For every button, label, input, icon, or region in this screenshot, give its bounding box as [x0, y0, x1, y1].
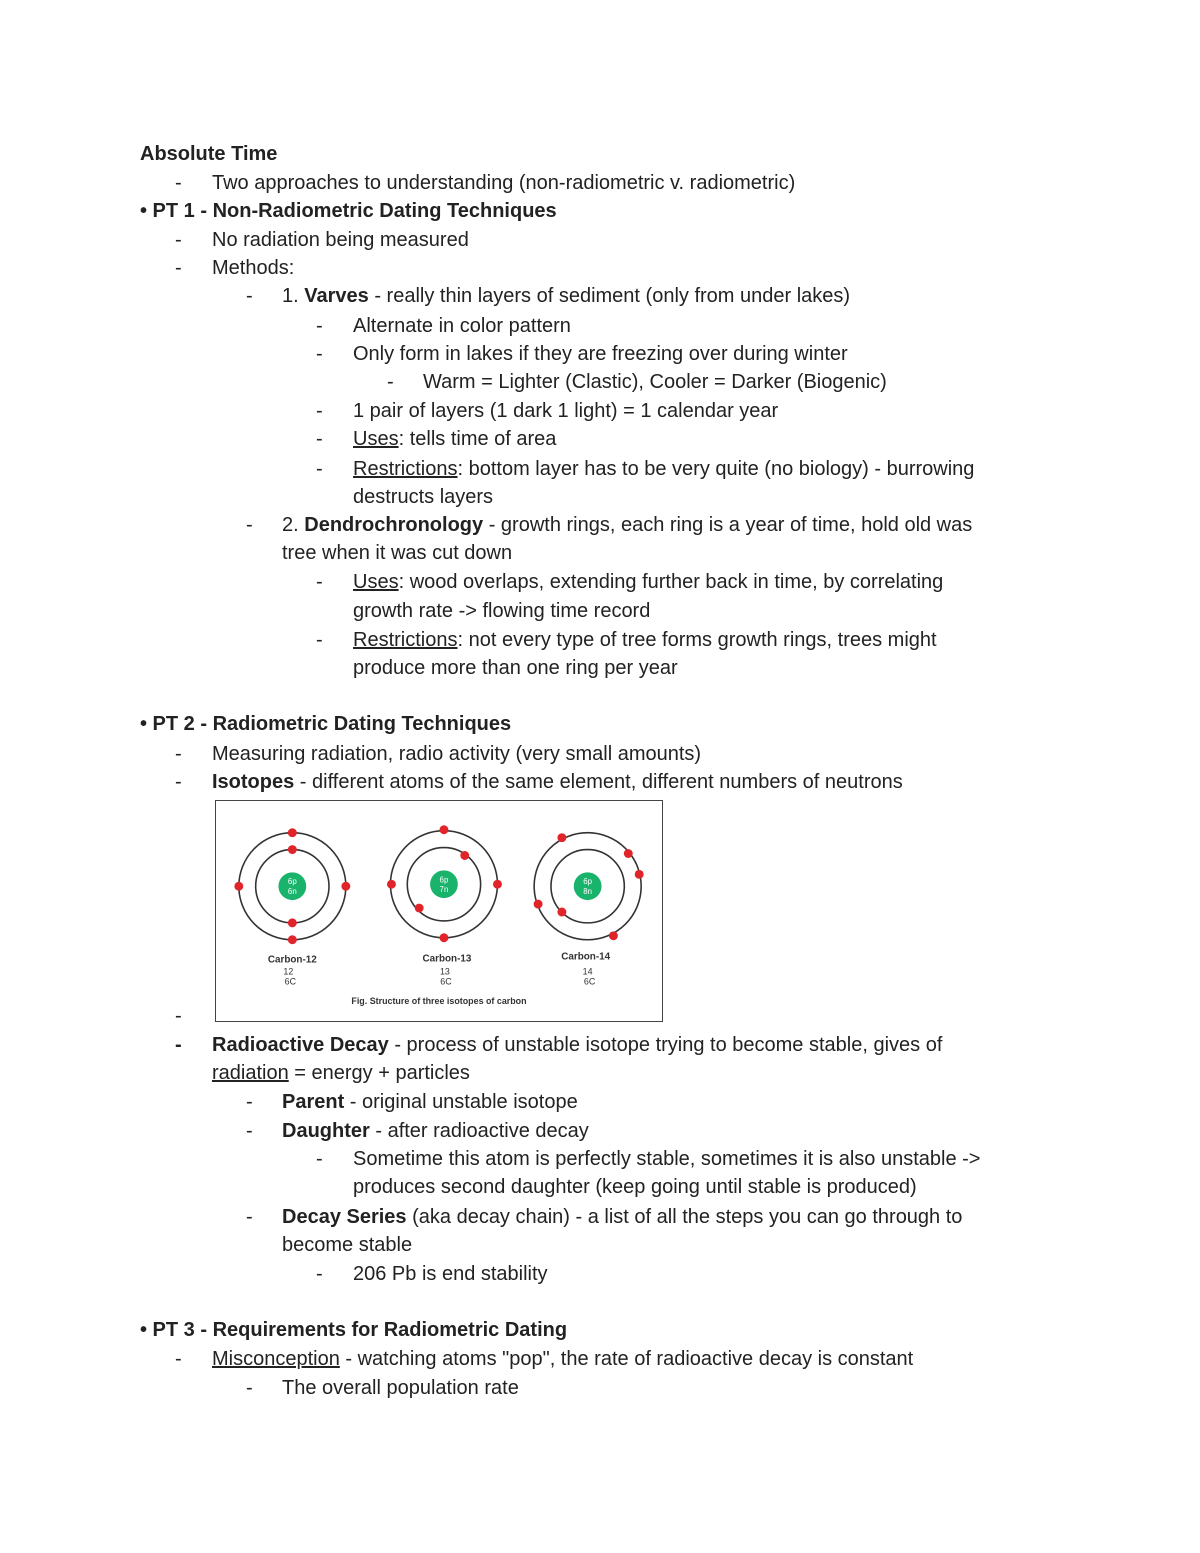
atom-label: Carbon-14 — [561, 951, 611, 963]
list-item-continued: growth rate -> flowing time record — [353, 600, 651, 622]
parent-desc: - original unstable isotope — [344, 1091, 578, 1113]
dendro-uses — [353, 568, 943, 597]
series-term: Decay Series — [282, 1206, 407, 1228]
bullet-dash: - — [316, 343, 323, 365]
section-heading-pt2: • PT 2 - Radiometric Dating Techniques — [140, 713, 512, 735]
parent-item — [282, 1088, 578, 1117]
radiation-term: radiation — [212, 1062, 289, 1084]
figure-caption: Fig. Structure of three isotopes of carbon — [351, 996, 527, 1007]
element-symbol: 6C — [583, 976, 596, 987]
daughter-term: Daughter — [282, 1120, 370, 1142]
electron — [460, 851, 469, 860]
bullet-dash: - — [316, 315, 323, 337]
series-desc: (aka decay chain) - a list of all the steps you can go through to — [406, 1206, 963, 1228]
method-varves — [282, 282, 850, 311]
intro-text: Two approaches to understanding (non-radiometric v. radiometric) — [212, 172, 796, 194]
nucleus-neutrons: 8n — [583, 887, 593, 897]
decay-desc: - process of unstable isotope trying to become stable, gives of — [388, 1034, 943, 1056]
bullet-dash: - — [175, 229, 182, 251]
element-symbol: 6C — [440, 976, 452, 987]
nucleus-protons: 6p — [439, 875, 449, 885]
bullet-dash: - — [316, 400, 323, 422]
bullet-dash: - — [316, 1263, 323, 1285]
electron — [635, 870, 644, 879]
isotopes-desc: - different atoms of the same element, different numbers of neutrons — [294, 771, 903, 793]
isotopes-term: Isotopes — [212, 771, 295, 793]
isotopes-item — [212, 768, 903, 797]
bullet-dash: - — [175, 257, 182, 279]
uses-label: Uses — [353, 428, 399, 450]
list-item: 1 pair of layers (1 dark 1 light) = 1 calendar year — [353, 400, 779, 422]
nucleus-neutrons: 6n — [287, 887, 297, 897]
list-item: Methods: — [212, 257, 295, 279]
restrictions-label: Restrictions — [353, 458, 458, 480]
method-desc: - really thin layers of sediment (only from under lakes) — [368, 285, 851, 307]
bullet-dash: - — [175, 1348, 182, 1370]
bullet-dash: - — [316, 629, 323, 651]
section-heading-pt1: • PT 1 - Non-Radiometric Dating Techniques — [140, 200, 557, 222]
method-dendrochronology — [282, 511, 972, 540]
list-item: Alternate in color pattern — [353, 315, 571, 337]
list-item: No radiation being measured — [212, 229, 469, 251]
electron — [624, 849, 633, 858]
page-title: Absolute Time — [140, 143, 278, 165]
electron — [557, 833, 566, 842]
varves-restrictions — [353, 455, 974, 484]
atom-carbon-13 — [387, 825, 502, 986]
electron — [439, 933, 448, 942]
misconception-text: - watching atoms "pop", the rate of radioactive decay is constant — [339, 1348, 914, 1370]
method-desc: - growth rings, each ring is a year of time, hold old was — [483, 514, 973, 536]
list-item: Sometime this atom is perfectly stable, sometimes it is also unstable -> — [353, 1148, 981, 1170]
bullet-dash: - — [175, 172, 182, 194]
electron — [415, 904, 424, 913]
daughter-desc: - after radioactive decay — [369, 1120, 589, 1142]
bullet-dash: - — [175, 743, 182, 765]
electron — [341, 882, 350, 891]
electron — [534, 900, 543, 909]
bullet-dash: - — [246, 1120, 253, 1142]
list-item: The overall population rate — [282, 1377, 519, 1399]
method-term: Dendrochronology — [304, 514, 484, 536]
method-number: 1. — [282, 285, 305, 307]
nucleus-neutrons: 7n — [439, 885, 449, 895]
list-item: Only form in lakes if they are freezing over during winter — [353, 343, 848, 365]
section-heading-pt3: • PT 3 - Requirements for Radiometric Dating — [140, 1319, 568, 1341]
daughter-item — [282, 1117, 589, 1146]
method-number: 2. — [282, 514, 305, 536]
atom-label: Carbon-13 — [422, 953, 472, 965]
electron — [234, 882, 243, 891]
isotopes-figure — [215, 800, 663, 1022]
uses-text: : wood overlaps, extending further back in time, by correlating — [398, 571, 944, 593]
bullet-dash: - — [246, 1377, 253, 1399]
uses-text: : tells time of area — [398, 428, 557, 450]
electron — [609, 931, 618, 940]
electron — [557, 908, 566, 917]
isotopes-diagram — [216, 801, 662, 1021]
element-symbol: 6C — [284, 976, 297, 987]
bullet-dash: - — [246, 514, 253, 536]
bullet-dash: - — [316, 1148, 323, 1170]
decay-series-item — [282, 1203, 962, 1232]
list-item-continued: destructs layers — [353, 486, 494, 508]
list-item-continued: tree when it was cut down — [282, 542, 513, 564]
restrictions-text: : not every type of tree forms growth rings, trees might — [457, 629, 937, 651]
atom-carbon-14 — [534, 833, 644, 987]
electron — [288, 935, 297, 944]
atom-carbon-12 — [234, 828, 350, 986]
bullet-dash: - — [387, 371, 394, 393]
decay-term: Radioactive Decay — [212, 1034, 389, 1056]
bullet-dash: - — [246, 1206, 253, 1228]
electron — [387, 880, 396, 889]
restrictions-text: : bottom layer has to be very quite (no biology) - burrowing — [457, 458, 975, 480]
electron — [288, 918, 297, 927]
bullet-dash: - — [316, 428, 323, 450]
bullet-dash: - — [175, 771, 182, 793]
mass-number: 14 — [582, 966, 593, 977]
nucleus-protons: 6p — [583, 877, 593, 887]
atom-label: Carbon-12 — [267, 954, 317, 966]
bullet-dash: - — [175, 1034, 182, 1056]
method-term: Varves — [304, 285, 369, 307]
mass-number: 12 — [283, 966, 294, 977]
list-item-continued: produces second daughter (keep going until stable is produced) — [353, 1176, 917, 1198]
radioactive-decay-item — [212, 1031, 942, 1060]
electron — [288, 828, 297, 837]
list-item: Measuring radiation, radio activity (very small amounts) — [212, 743, 702, 765]
misconception-label: Misconception — [212, 1348, 340, 1370]
restrictions-label: Restrictions — [353, 629, 458, 651]
electron — [439, 825, 448, 834]
parent-term: Parent — [282, 1091, 345, 1113]
list-item-continued: produce more than one ring per year — [353, 657, 678, 679]
decay-cont: = energy + particles — [288, 1062, 470, 1084]
mass-number: 13 — [439, 966, 450, 977]
list-item: 206 Pb is end stability — [353, 1263, 548, 1285]
radioactive-decay-continued — [212, 1059, 470, 1088]
nucleus-protons: 6p — [287, 877, 297, 887]
list-item: Warm = Lighter (Clastic), Cooler = Darker (Biogenic) — [423, 371, 887, 393]
bullet-dash: - — [316, 571, 323, 593]
list-item-continued: become stable — [282, 1234, 413, 1256]
uses-label: Uses — [353, 571, 399, 593]
bullet-dash: - — [175, 1005, 182, 1027]
electron — [288, 845, 297, 854]
electron — [493, 880, 502, 889]
misconception-item — [212, 1345, 913, 1374]
bullet-dash: - — [316, 458, 323, 480]
bullet-dash: - — [246, 1091, 253, 1113]
varves-uses — [353, 425, 556, 454]
bullet-dash: - — [246, 285, 253, 307]
dendro-restrictions — [353, 626, 937, 655]
